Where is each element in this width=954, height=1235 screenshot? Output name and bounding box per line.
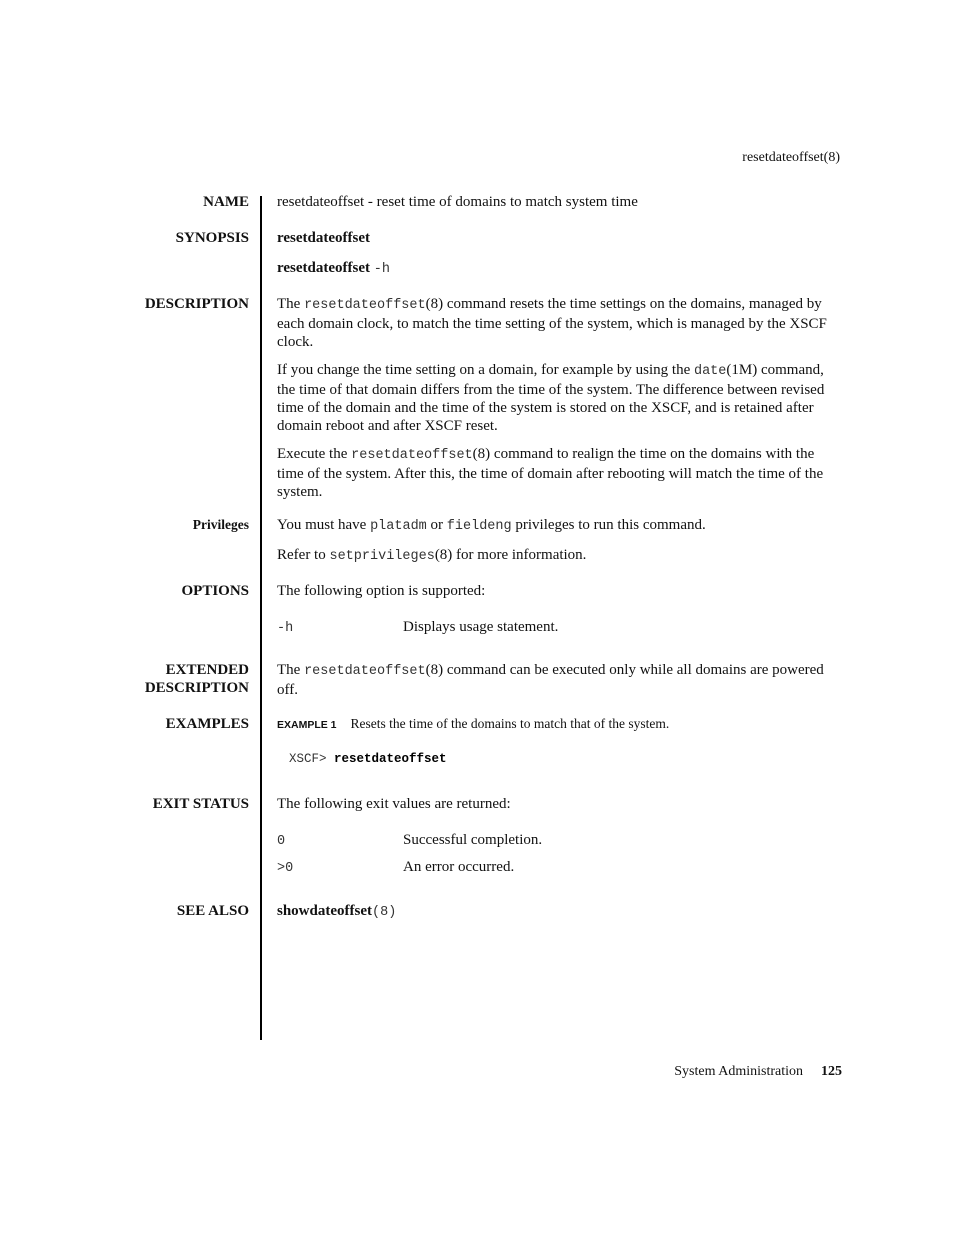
section-label-exit-status: EXIT STATUS — [152, 796, 249, 812]
example-code — [289, 752, 447, 766]
section-label-examples: EXAMPLES — [165, 716, 249, 732]
command-reference: resetdateoffset — [304, 664, 426, 679]
section-label-extended-description — [145, 661, 249, 697]
options-intro: The following option is supported: — [277, 583, 486, 599]
extended-description-paragraph — [277, 661, 842, 699]
exit-value-definition: Successful completion. — [403, 832, 543, 848]
text: Execute the — [277, 446, 352, 462]
text: (8) for more information. — [434, 547, 587, 563]
text: (8) command resets the time settings on the domains, managed by each domain clock, to match the time setting of the system, which is managed by the XSCF clock. — [277, 296, 827, 350]
shell-prompt: XSCF> — [289, 752, 335, 766]
text: privileges to run this command. — [511, 517, 706, 533]
label-line: DESCRIPTION — [144, 680, 249, 696]
section-label-see-also: SEE ALSO — [176, 903, 249, 919]
section-label-description: DESCRIPTION — [144, 296, 249, 312]
option-definition: Displays usage statement. — [403, 619, 559, 635]
command-reference: resetdateoffset — [351, 448, 473, 463]
example-description: Resets the time of the domains to match that of the system. — [350, 716, 670, 731]
command-reference: resetdateoffset — [304, 298, 426, 313]
exit-value-term: 0 — [277, 834, 286, 849]
synopsis-line-1: resetdateoffset — [277, 230, 371, 246]
text: You must have — [277, 517, 371, 533]
section-label-name: NAME — [203, 194, 249, 210]
page-footer — [674, 1064, 842, 1080]
text: or — [426, 517, 447, 533]
description-paragraph-2 — [277, 361, 842, 435]
text: If you change the time setting on a domain, for example by using the — [277, 362, 694, 378]
exit-value-term: >0 — [277, 861, 294, 876]
see-also-reference — [277, 902, 842, 922]
privileges-paragraph-1 — [277, 516, 842, 536]
description-paragraph-1 — [277, 295, 842, 351]
see-also-section: (8) — [372, 905, 397, 920]
command-reference: setprivileges — [329, 549, 435, 564]
privileges-paragraph-2 — [277, 546, 842, 566]
privilege-name: fieldeng — [446, 519, 512, 534]
privilege-name: platadm — [370, 519, 427, 534]
see-also-command: showdateoffset — [277, 903, 372, 919]
section-label-synopsis: SYNOPSIS — [175, 230, 249, 246]
text: (1M) command, the time of that domain differs from the time of the system. The difference between revised time of the domain and the time of the system is stored on the XSCF, and is retained after domain reboot and after XSCF reset. — [277, 362, 825, 434]
synopsis-option: -h — [373, 262, 390, 277]
page-number: 125 — [821, 1064, 842, 1079]
exit-value-definition: An error occurred. — [403, 859, 515, 875]
example-number: EXAMPLE 1 — [277, 719, 337, 731]
text: (8) command can be executed only while all domains are powered off. — [277, 662, 824, 698]
command-reference: date — [693, 364, 727, 379]
text: (8) command to realign the time on the domains with the time of the system. After this, the time of domain after rebooting will match the time of the system. — [277, 446, 824, 500]
option-term: -h — [277, 621, 294, 636]
description-paragraph-3 — [277, 445, 842, 501]
exit-status-intro: The following exit values are returned: — [277, 796, 511, 812]
example-command: resetdateoffset — [334, 752, 447, 766]
text: Refer to — [277, 547, 330, 563]
text: The — [277, 662, 305, 678]
synopsis-line-2 — [277, 259, 842, 279]
text: The — [277, 296, 305, 312]
section-divider-rule — [260, 196, 262, 1040]
running-header: resetdateoffset(8) — [742, 150, 840, 165]
section-label-options: OPTIONS — [181, 583, 249, 599]
section-label-privileges: Privileges — [192, 517, 249, 532]
name-text: resetdateoffset - reset time of domains to match system time — [277, 194, 638, 210]
footer-title: System Administration — [674, 1064, 803, 1079]
synopsis-command: resetdateoffset — [277, 260, 371, 276]
label-line: EXTENDED — [165, 662, 249, 678]
example-caption — [277, 716, 669, 732]
